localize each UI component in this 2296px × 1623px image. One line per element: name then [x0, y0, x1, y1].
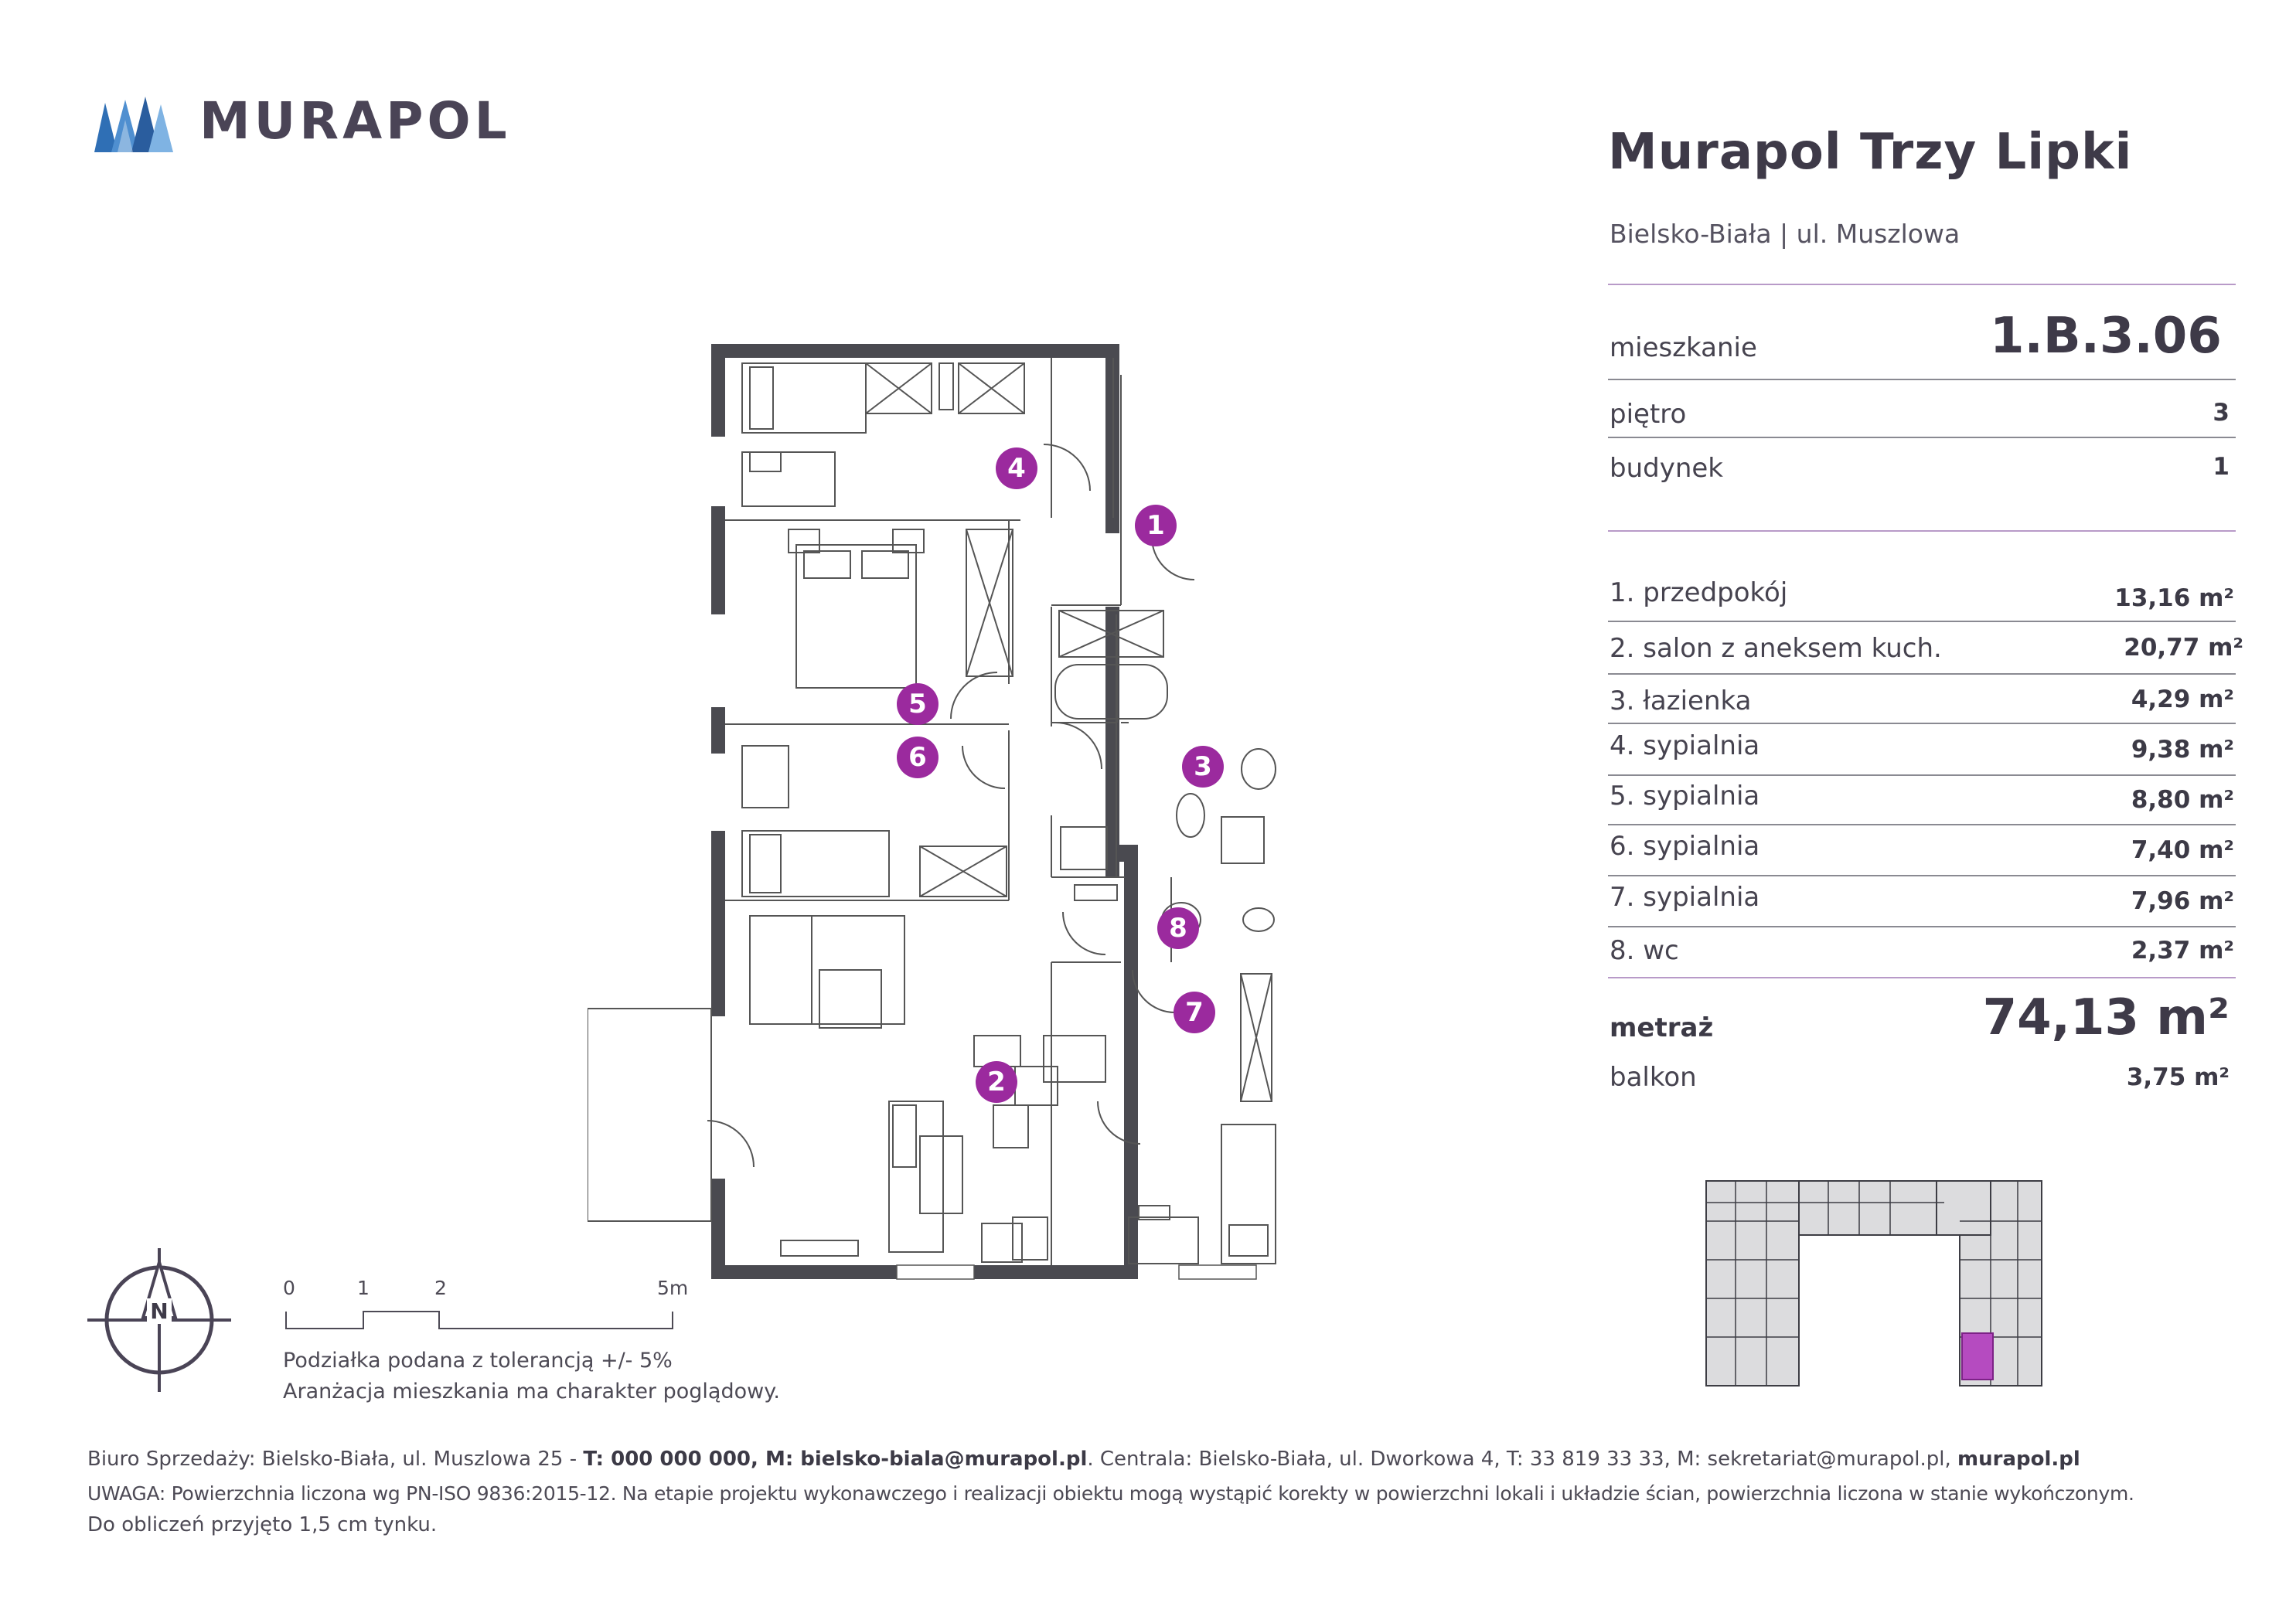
- room-marker-label: 2: [987, 1067, 1006, 1097]
- room-marker-label: 7: [1185, 997, 1204, 1028]
- scale-note: Podziałka podana z tolerancją +/- 5%: [283, 1349, 673, 1373]
- divider: [1608, 621, 2236, 622]
- room-name: 2. salon z aneksem kuch.: [1610, 633, 1942, 664]
- room-area: 8,80 m²: [2131, 786, 2234, 814]
- footer-line-2: UWAGA: Powierzchnia liczona wg PN-ISO 9836:2015-12. Na etapie projektu wykonawczego i realizacji obiektu mogą wystąpić korekty w powierzchni lokali i układzie ścian, powierzchnia liczona w stanie wykończonym.: [87, 1482, 2134, 1505]
- project-title: Murapol Trzy Lipki: [1608, 124, 2133, 181]
- scale-tick: 2: [434, 1277, 447, 1299]
- room-marker-label: 4: [1007, 453, 1026, 484]
- footer-website-link[interactable]: murapol.pl: [1957, 1448, 2080, 1471]
- room-table: [1608, 572, 2242, 982]
- apartment-number: 1.B.3.06: [1990, 308, 2222, 365]
- compass-label: N: [147, 1298, 172, 1324]
- brand-name: MURAPOL: [199, 91, 511, 151]
- room-marker-label: 3: [1194, 751, 1212, 782]
- room-name: 8. wc: [1610, 935, 1679, 966]
- room-name: 1. przedpokój: [1610, 577, 1788, 608]
- room-area: 13,16 m²: [2114, 584, 2234, 612]
- metraz-label: metraż: [1610, 1012, 1714, 1043]
- divider: [1608, 284, 2236, 285]
- footer-line-3: Do obliczeń przyjęto 1,5 cm tynku.: [87, 1513, 438, 1536]
- room-marker-label: 5: [908, 689, 927, 720]
- logo-mark-icon: [94, 97, 173, 152]
- room-marker: [996, 447, 1037, 489]
- room-area: 9,38 m²: [2131, 736, 2234, 764]
- room-marker: [1135, 505, 1177, 546]
- building-label: budynek: [1610, 453, 1723, 484]
- room-name: 4. sypialnia: [1610, 730, 1760, 761]
- apartment-highlight: [1962, 1333, 1993, 1380]
- apartment-label: mieszkanie: [1610, 332, 1757, 363]
- scale-tick: 1: [357, 1277, 370, 1299]
- room-marker: [976, 1061, 1017, 1103]
- divider: [1608, 977, 2236, 978]
- scale-tick: 5m: [657, 1277, 689, 1299]
- room-name: 6. sypialnia: [1610, 831, 1760, 862]
- building-value: 1: [2213, 453, 2230, 481]
- balkon-value: 3,75 m²: [2126, 1063, 2230, 1091]
- room-marker-label: 1: [1146, 510, 1165, 541]
- building-key-plan: [1705, 1175, 2045, 1395]
- footer-office: Biuro Sprzedaży: Bielsko-Biała, ul. Muszlowa 25 -: [87, 1448, 584, 1471]
- divider: [1608, 437, 2236, 438]
- room-area: 2,37 m²: [2131, 937, 2234, 965]
- floor-plan: [588, 344, 1314, 1287]
- arrangement-note: Aranżacja mieszkania ma charakter poglądowy.: [283, 1380, 780, 1404]
- footer-contact: T: 000 000 000, M: bielsko-biala@murapol.pl: [583, 1448, 1088, 1471]
- divider: [1608, 379, 2236, 380]
- floor-plan-drawing: [588, 344, 1314, 1287]
- divider: [1608, 530, 2236, 532]
- room-marker: [897, 737, 938, 778]
- room-marker-label: 6: [908, 742, 927, 773]
- room-marker: [897, 683, 938, 725]
- divider: [1608, 673, 2236, 675]
- room-area: 7,40 m²: [2131, 836, 2234, 864]
- floor-label: piętro: [1610, 399, 1687, 430]
- footer-line-1: [87, 1448, 2080, 1471]
- divider: [1608, 723, 2236, 724]
- room-marker: [1174, 992, 1215, 1033]
- footer-central: . Centrala: Bielsko-Biała, ul. Dworkowa 4, T: 33 819 33 33, M: sekretariat@murapol.pl,: [1087, 1448, 1958, 1471]
- balkon-label: balkon: [1610, 1062, 1697, 1093]
- project-address: Bielsko-Biała | ul. Muszlowa: [1610, 219, 1960, 249]
- floor-value: 3: [2213, 399, 2230, 427]
- room-marker: [1157, 907, 1199, 949]
- divider: [1608, 824, 2236, 825]
- room-area: 7,96 m²: [2131, 887, 2234, 915]
- room-name: 5. sypialnia: [1610, 781, 1760, 812]
- room-marker: [1182, 746, 1224, 788]
- room-marker-label: 8: [1169, 913, 1187, 944]
- divider: [1608, 774, 2236, 776]
- divider: [1608, 875, 2236, 876]
- room-area: 4,29 m²: [2131, 686, 2234, 713]
- divider: [1608, 926, 2236, 927]
- room-area: 20,77 m²: [2124, 634, 2243, 662]
- room-name: 3. łazienka: [1610, 686, 1752, 716]
- metraz-total: 74,13 m²: [1982, 989, 2230, 1046]
- scale-bar: [284, 1310, 674, 1333]
- room-name: 7. sypialnia: [1610, 882, 1760, 913]
- murapol-logo: [94, 97, 173, 152]
- scale-tick: 0: [283, 1277, 295, 1299]
